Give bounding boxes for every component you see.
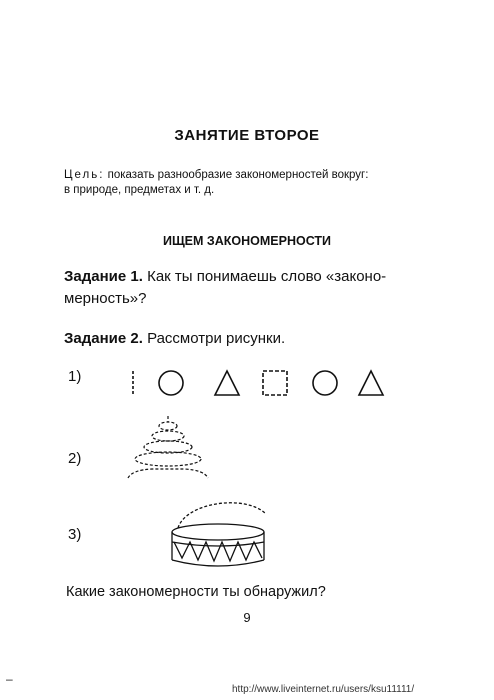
task-1 [64,266,444,310]
question-text: Какие закономерности ты обнаружил? [66,584,326,600]
pyramid-toy-icon [122,414,214,480]
footer-url: http://www.liveinternet.ru/users/ksu11111/ [232,684,415,695]
goal-text-line2: в природе, предметах и т. д. [64,184,215,196]
figure-3-number: 3) [68,526,82,543]
triangle-icon [359,371,383,395]
task-1-label: Задание 1. [64,268,143,285]
stray-mark: – [6,672,13,686]
task-2-label: Задание 2. [64,330,143,347]
circle-icon [159,371,183,395]
lesson-goal [64,168,454,198]
square-icon [263,371,287,395]
triangle-icon [215,371,239,395]
circle-icon [313,371,337,395]
figure-2-number: 2) [68,450,82,467]
page-number: 9 [243,610,251,625]
section-title: ИЩЕМ ЗАКОНОМЕРНОСТИ [162,234,332,248]
goal-label: Цель: [64,169,105,181]
task-2 [64,328,444,350]
task-2-text: Рассмотри рисунки. [147,330,286,347]
drum-icon [166,498,274,574]
shape-pattern-figure [125,365,385,399]
lesson-title: ЗАНЯТИЕ ВТОРОЕ [174,127,320,144]
goal-text-line1: показать разнообразие закономерностей вокруг: [107,169,369,181]
figure-1-number: 1) [68,368,82,385]
task-1-text: Как ты понимаешь слово «законо-мерность»? [64,268,387,307]
